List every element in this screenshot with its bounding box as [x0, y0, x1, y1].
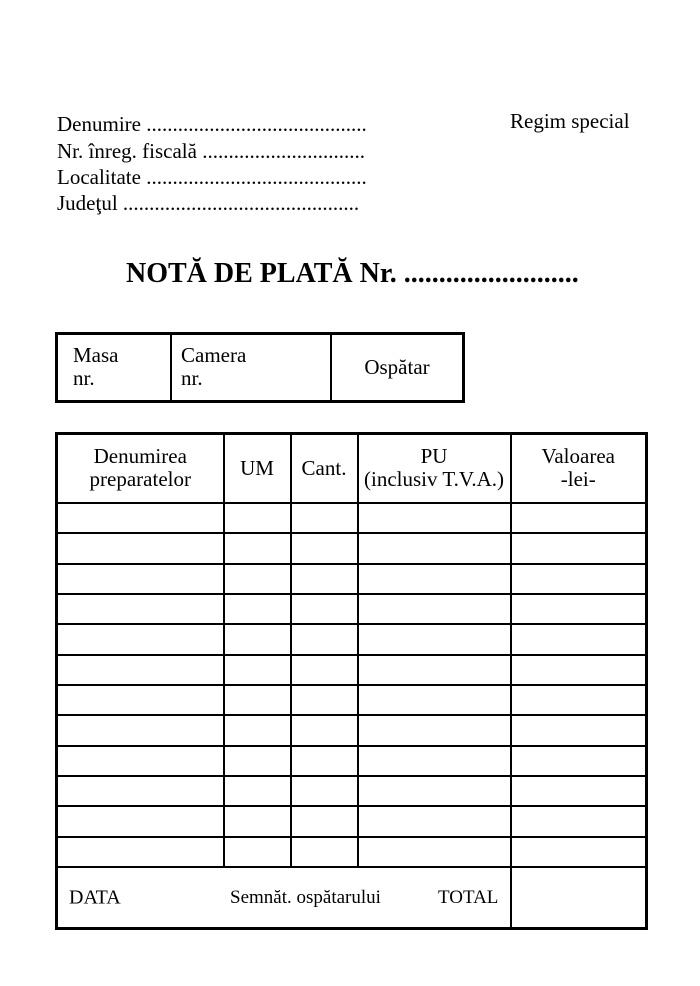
ospatar-label: Ospătar: [364, 355, 430, 379]
table-cell: [57, 806, 224, 836]
table-cell: [57, 503, 224, 533]
table-cell: [224, 533, 291, 563]
table-cell: [358, 533, 511, 563]
masa-nr-label: nr.: [73, 366, 95, 390]
table-cell: [511, 776, 647, 806]
table-cell: [224, 776, 291, 806]
table-cell: [511, 746, 647, 776]
camera-label: Camera: [181, 343, 247, 367]
table-footer-row: [57, 867, 647, 928]
col-header-denumirea: Denumirea preparatelor: [57, 434, 224, 503]
semnatura-label: Semnăt. ospătarului: [230, 886, 381, 908]
camera-nr-label: nr.: [181, 366, 203, 390]
regim-special-label: Regim special: [510, 109, 630, 133]
masa-cell: [58, 335, 172, 400]
table-cell: [511, 655, 647, 685]
masa-label: Masa: [73, 343, 119, 367]
table-cell: [224, 837, 291, 867]
table-cell: [291, 685, 358, 715]
table-cell: [291, 746, 358, 776]
table-row: [57, 624, 647, 654]
table-cell: [358, 776, 511, 806]
table-cell: [358, 715, 511, 745]
table-cell: [57, 837, 224, 867]
col-header-pu: PU (inclusiv T.V.A.): [358, 434, 511, 503]
table-cell: [57, 715, 224, 745]
table-cell: [57, 685, 224, 715]
info-box: [55, 332, 465, 403]
ospatar-cell: [332, 335, 462, 400]
table-cell: [57, 533, 224, 563]
table-cell: [511, 715, 647, 745]
table-row: [57, 685, 647, 715]
table-row: [57, 806, 647, 836]
col-header-cant: Cant.: [291, 434, 358, 503]
table-cell: [57, 594, 224, 624]
table-cell: [358, 624, 511, 654]
table-cell: [511, 564, 647, 594]
table-cell: [511, 685, 647, 715]
page-title: NOTĂ DE PLATĂ Nr. .........................: [126, 258, 579, 289]
items-table: [55, 432, 648, 930]
table-cell: [358, 503, 511, 533]
table-cell: [57, 655, 224, 685]
field-localitate: Localitate ..........................................: [57, 165, 367, 189]
table-cell: [291, 806, 358, 836]
table-cell: [511, 624, 647, 654]
table-cell: [358, 655, 511, 685]
table-cell: [291, 503, 358, 533]
table-cell: [358, 837, 511, 867]
table-row: [57, 837, 647, 867]
table-row: [57, 533, 647, 563]
table-cell: [224, 746, 291, 776]
field-denumire: Denumire ..........................................: [57, 112, 367, 136]
table-cell: [57, 624, 224, 654]
table-cell: [224, 685, 291, 715]
table-cell: [224, 564, 291, 594]
table-header-row: [57, 434, 647, 503]
table-cell: [291, 715, 358, 745]
table-cell: [358, 594, 511, 624]
table-cell: [511, 594, 647, 624]
table-cell: [291, 624, 358, 654]
table-cell: [291, 776, 358, 806]
table-cell: [224, 806, 291, 836]
table-cell: [291, 594, 358, 624]
table-cell: [291, 837, 358, 867]
table-row: [57, 776, 647, 806]
table-row: [57, 564, 647, 594]
table-cell: [224, 624, 291, 654]
col-header-valoarea: Valoarea -lei-: [511, 434, 647, 503]
table-cell: [224, 715, 291, 745]
table-cell: [358, 806, 511, 836]
table-cell: [511, 837, 647, 867]
field-nr-inreg-fiscala: Nr. înreg. fiscală ...............................: [57, 139, 365, 163]
table-cell: [224, 503, 291, 533]
footer-cell: [57, 867, 511, 928]
total-value-cell: [511, 867, 647, 928]
table-row: [57, 503, 647, 533]
table-cell: [511, 806, 647, 836]
table-cell: [57, 746, 224, 776]
table-row: [57, 655, 647, 685]
table-cell: [511, 533, 647, 563]
table-cell: [291, 533, 358, 563]
table-cell: [291, 564, 358, 594]
table-cell: [511, 503, 647, 533]
table-row: [57, 715, 647, 745]
camera-cell: [172, 335, 332, 400]
field-judetul: Judeţul .............................................: [57, 191, 360, 215]
table-cell: [358, 746, 511, 776]
table-cell: [358, 564, 511, 594]
table-cell: [358, 685, 511, 715]
table-row: [57, 746, 647, 776]
table-cell: [57, 564, 224, 594]
total-label: TOTAL: [438, 886, 499, 908]
table-cell: [224, 594, 291, 624]
table-cell: [57, 776, 224, 806]
table-cell: [291, 655, 358, 685]
col-header-um: UM: [224, 434, 291, 503]
table-row: [57, 594, 647, 624]
table-cell: [224, 655, 291, 685]
data-label: DATA: [69, 886, 121, 909]
